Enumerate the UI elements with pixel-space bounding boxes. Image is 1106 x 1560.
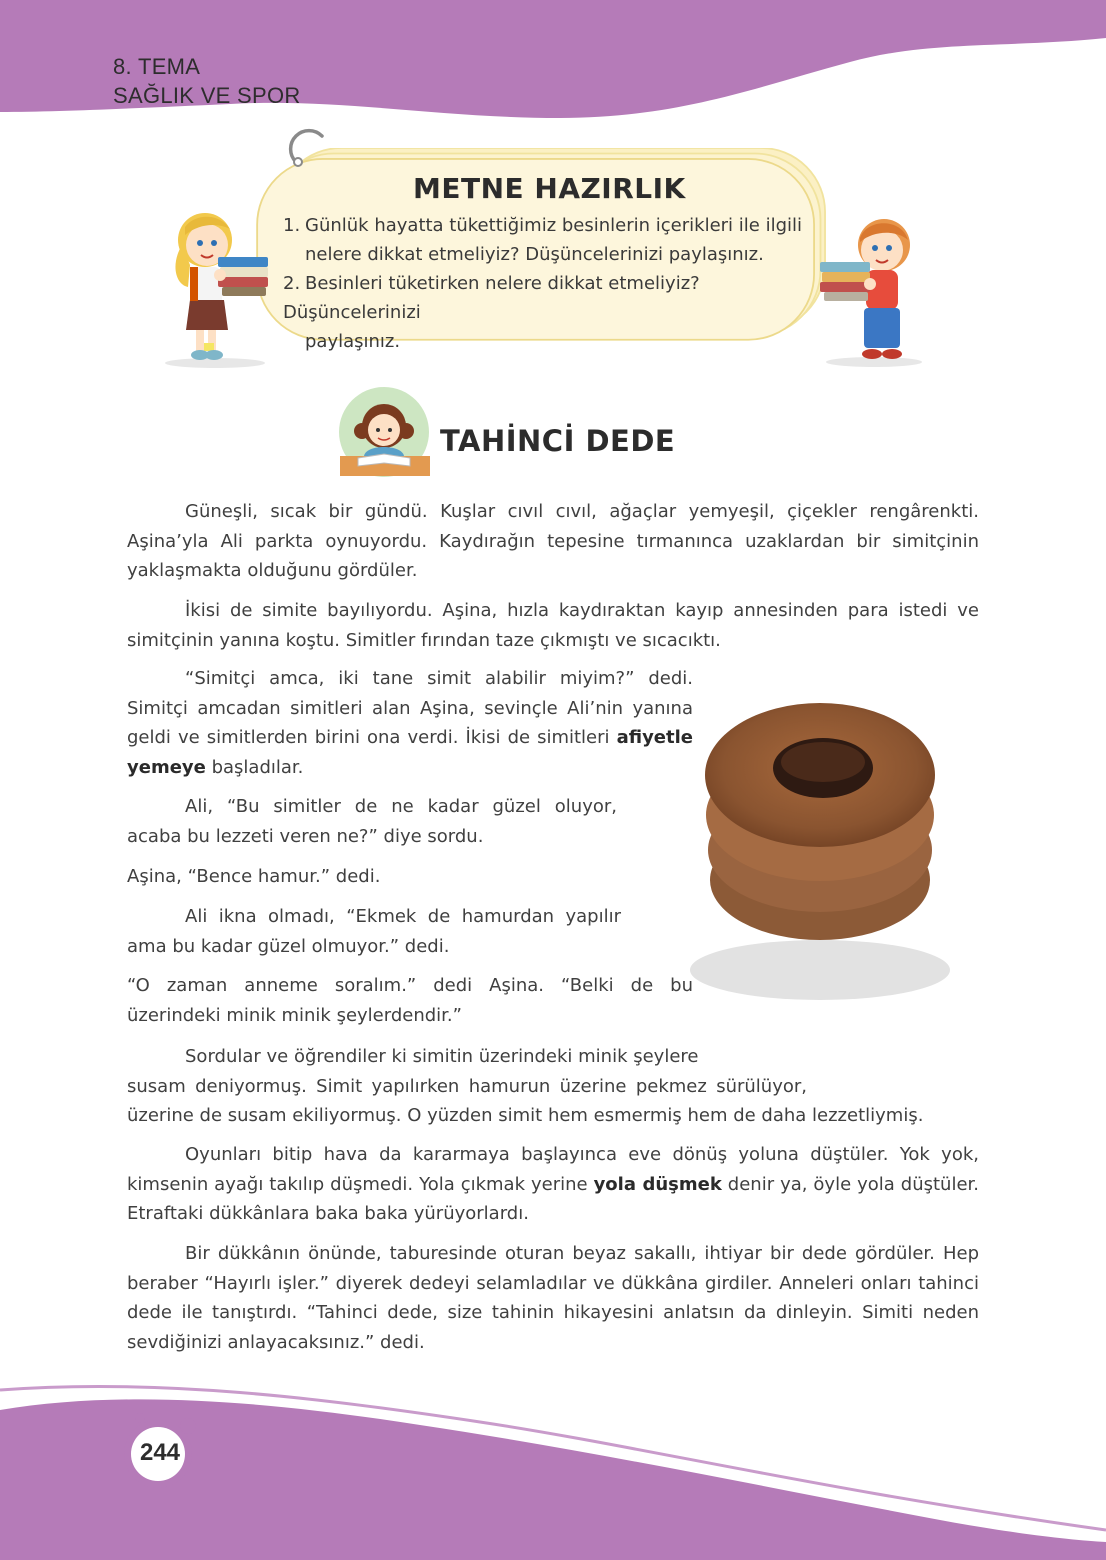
preparation-title: METNE HAZIRLIK [413,172,686,205]
story-paragraph-7: “O zaman anneme soralım.” dedi Aşina. “Belki de bu üzerindeki minik minik şeylerdendir.” [127,975,693,1026]
simit-photo [685,650,955,1010]
theme-number: 8. TEMA [113,54,201,79]
story-paragraph-3: “Simitçi amca, iki tane simit alabilir miyim?” dedi. Simitçi amcadan simitleri alan Aşina, sevinçle Ali’nin yanına geldi ve simitlerden birini ona verdi. İkisi de simitleri afiyetle yemeye başladılar. [127,668,693,778]
story-paragraph-1: Güneşli, sıcak bir gündü. Kuşlar cıvıl cıvıl, ağaçlar yemyeşil, çiçekler rengârenkti. Aşina’yla Ali parkta oynuyordu. Kaydırağın tepesine tırmanınca uzaklardan bir simitçinin yaklaşmakta olduğunu gördüler. [127,501,979,581]
theme-label [113,52,301,110]
story-paragraph-10: Bir dükkânın önünde, taburesinde oturan beyaz sakallı, ihtiyar bir dede gördüler. Hep beraber “Hayırlı işler.” diyerek dedeyi selamladılar ve dükkâna girdiler. Anneleri onları tahinci dede ile tanıştırdı. “Tahinci dede, size tahinin hikayesini anlatsın da dinleyin. Simiti neden sevdiğinizi anlayacaksınız.” dedi. [127,1243,979,1353]
story-paragraph-5: Aşina, “Bence hamur.” dedi. [127,866,381,887]
story-paragraph-9: Oyunları bitip hava da kararmaya başlayınca eve dönüş yoluna düştüler. Yok yok, kimsenin ayağı takılıp düşmedi. Yola çıkmak yerine yola düşmek denir ya, öyle yola düştüler. Etraftaki dükkânlara baka baka yürüyorlardı. [127,1144,979,1224]
highlight-yola-dusmek: yola düşmek [593,1173,722,1195]
binder-ring-icon [276,122,332,178]
question-number: 2. [283,273,301,294]
boy-with-books-illustration [812,210,922,370]
preparation-question-2: 2. Besinleri tüketirken nelere dikkat etmeliyiz? Düşüncelerinizi paylaşınız. [283,269,823,356]
story-paragraph-2: İkisi de simite bayılıyordu. Aşina, hızla kaydıraktan kayıp annesinden para istedi ve simitçinin yanına koştu. Simitler fırından taze çıkmıştı ve sıcacıktı. [127,600,979,651]
story-paragraph-4: Ali, “Bu simitler de ne kadar güzel oluyor, acaba bu lezzeti veren ne?” diye sordu. [127,796,617,847]
story-paragraph-6: Ali ikna olmadı, “Ekmek de hamurdan yapılır ama bu kadar güzel olmuyor.” dedi. [127,906,621,957]
girl-with-books-illustration [160,205,280,370]
theme-name: SAĞLIK VE SPOR [113,83,301,108]
highlight-afiyetle: afiyetle yemeye [127,727,693,778]
story-title: TAHİNCİ DEDE [440,424,676,458]
question-number: 1. [283,215,301,236]
preparation-question-1: 1. Günlük hayatta tükettiğimiz besinlerin içerikleri ile ilgili nelere dikkat etmeliyiz? Düşüncelerinizi paylaşınız. [283,211,823,269]
reading-girl-icon [338,386,432,478]
story-paragraph-8: Sordular ve öğrendiler ki simitin üzerindeki minik şeylere susam deniyormuş. Simit yapılırken hamurun üzerine pekmez sürülüyor, üzerine de susam ekiliyormuş. O yüzden simit hem esmermiş hem de daha lezzetliymiş. [127,1046,924,1126]
page-number: 244 [139,1439,181,1466]
